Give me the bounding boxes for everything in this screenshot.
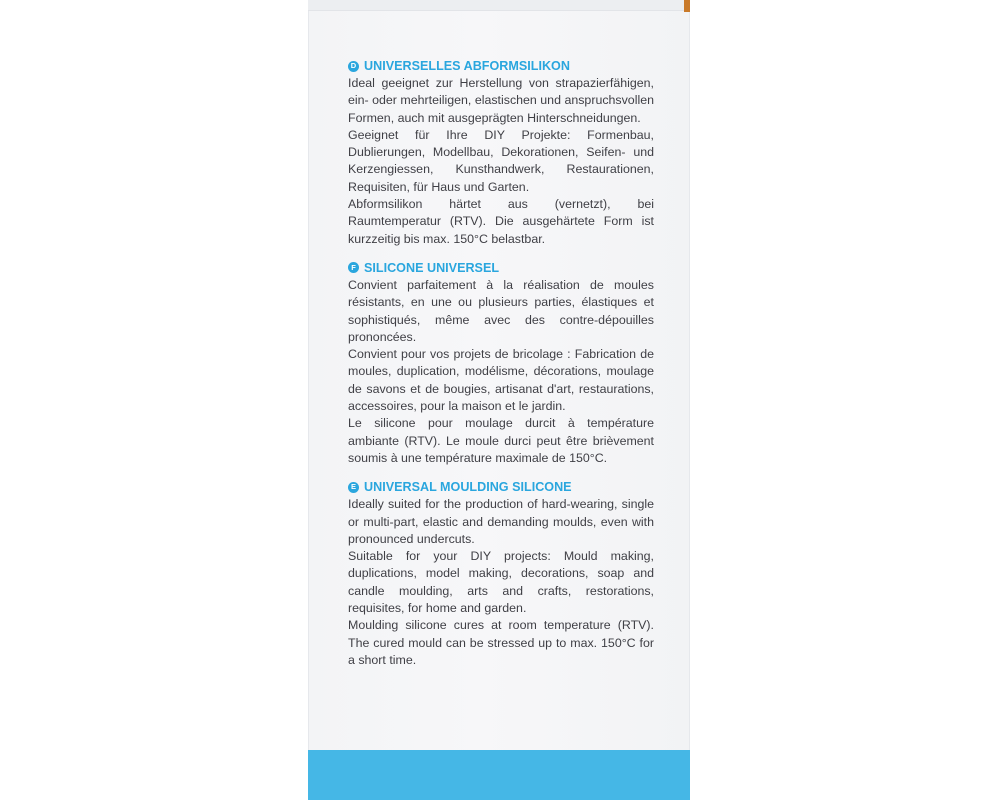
- language-badge-icon: E: [348, 482, 359, 493]
- box-top-edge: [308, 0, 690, 11]
- blue-bottom-band: [308, 750, 690, 800]
- instructions-text: [348, 58, 654, 681]
- section-english: [348, 479, 654, 669]
- paragraph: Le silicone pour moulage durcit à température ambiante (RTV). Le moule durci peut être brièvement soumis à une température maximale de 150°C.: [348, 416, 654, 465]
- section-heading: [348, 479, 654, 495]
- paragraph: Convient parfaitement à la réalisation de moules résistants, en une ou plusieurs parties, élastiques et sophistiqués, même avec des contre-dépouilles prononcées.: [348, 277, 654, 344]
- heading-text: UNIVERSAL MOULDING SILICONE: [364, 480, 572, 495]
- paragraph: Suitable for your DIY projects: Mould making, duplications, model making, decorations, soap and candle moulding, arts and crafts, restorations, requisites, for home and garden.: [348, 549, 654, 616]
- section-german: [348, 58, 654, 248]
- paragraph: Geeignet für Ihre DIY Projekte: Formenbau, Dublierungen, Modellbau, Dekorationen, Seifen- und Kerzengiessen, Kunsthandwerk, Restaurationen, Requisiten, für Haus und Garten.: [348, 127, 654, 194]
- paragraph: Ideally suited for the production of hard-wearing, single or multi-part, elastic and demanding moulds, even with pronounced undercuts.: [348, 497, 654, 546]
- language-badge-icon: F: [348, 262, 359, 273]
- paragraph: Abformsilikon härtet aus (vernetzt), bei Raumtemperatur (RTV). Die ausgehärtete Form ist kurzzeitig bis max. 150°C belastbar.: [348, 197, 654, 246]
- section-french: [348, 260, 654, 467]
- section-heading: [348, 58, 654, 74]
- language-badge-icon: D: [348, 61, 359, 72]
- heading-text: UNIVERSELLES ABFORMSILIKON: [364, 59, 570, 73]
- heading-text: SILICONE UNIVERSEL: [364, 260, 500, 275]
- product-box-side: [308, 0, 690, 800]
- section-heading: [348, 260, 654, 276]
- paragraph: Ideal geeignet zur Herstellung von strapazierfähigen, ein- oder mehrteiligen, elastischen und anspruchsvollen Formen, auch mit ausgeprägten Hinterschneidungen.: [348, 76, 654, 125]
- paragraph: Convient pour vos projets de bricolage : Fabrication de moules, duplication, modélisme, décorations, moulage de savons et de bougies, artisanat d'art, restaurations, accessoires, pour la maison et le jardin.: [348, 347, 654, 414]
- paragraph: Moulding silicone cures at room temperature (RTV). The cured mould can be stressed up to max. 150°C for a short time.: [348, 618, 654, 667]
- corner-print-mark: [684, 0, 690, 12]
